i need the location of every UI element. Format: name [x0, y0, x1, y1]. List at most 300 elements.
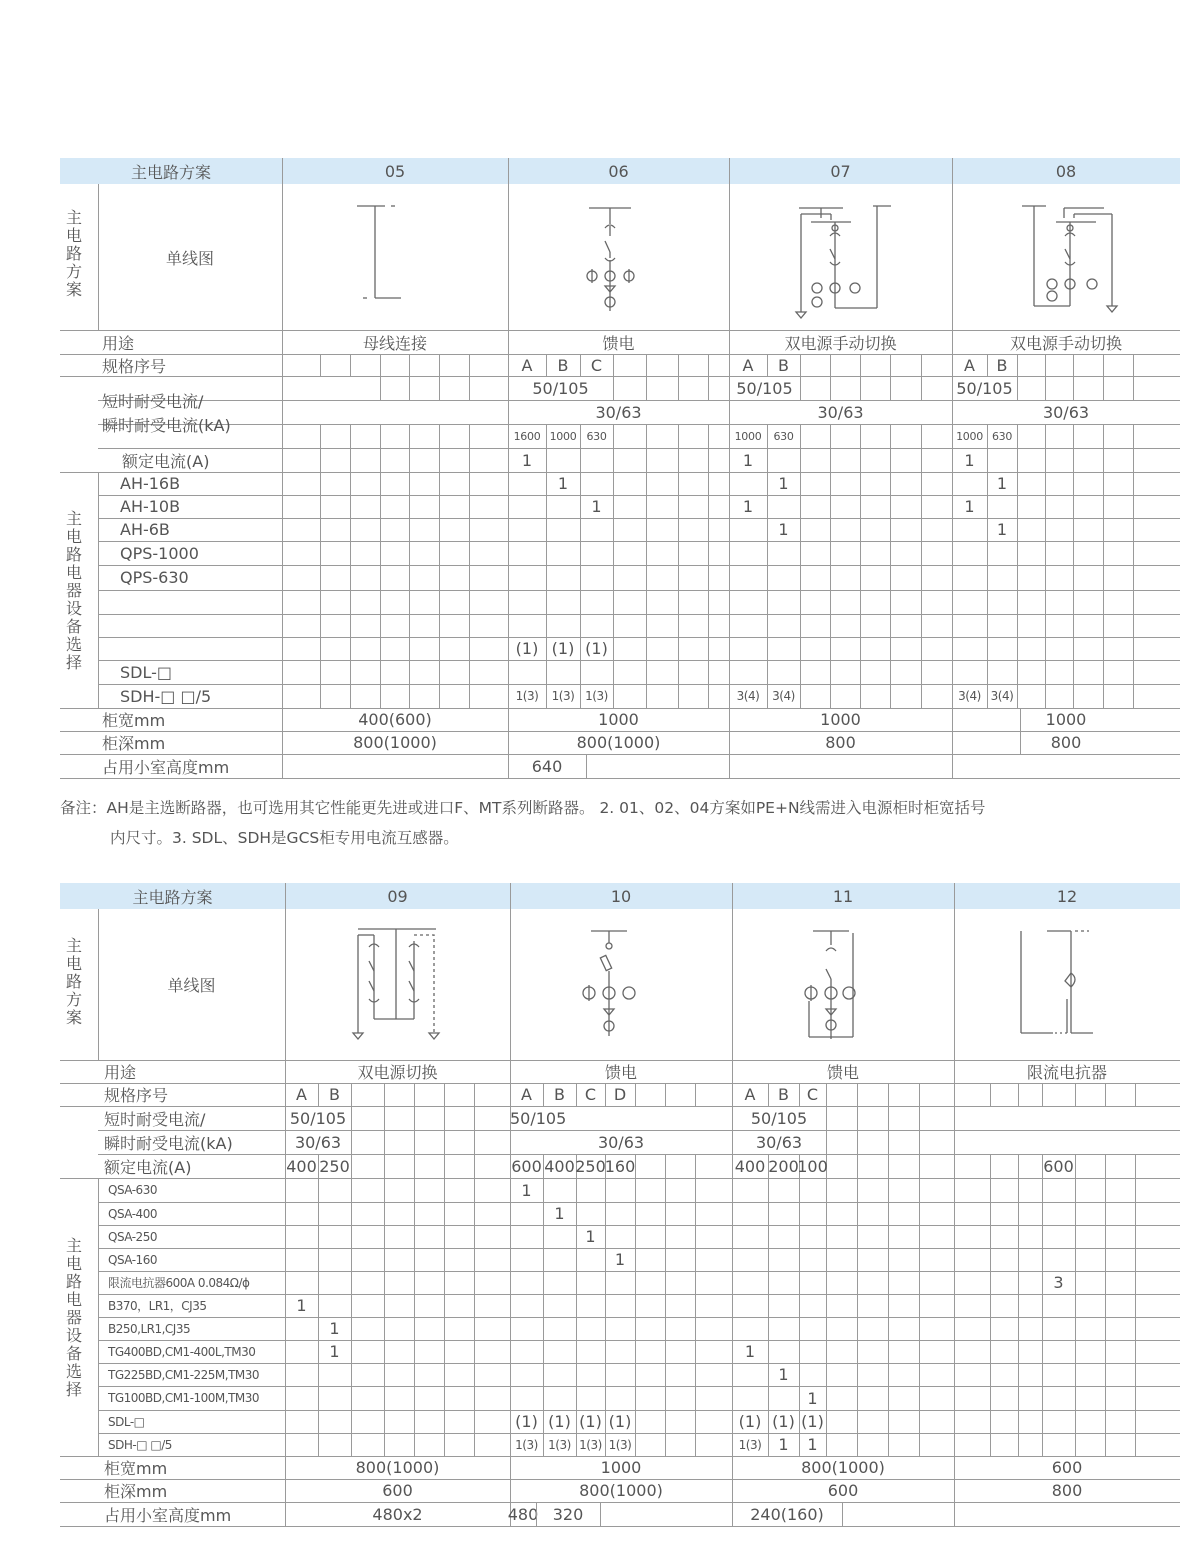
rated-current-value: 400: [544, 1156, 575, 1176]
scheme-number: 10: [610, 886, 632, 906]
rated-qty-value: 1: [742, 450, 754, 470]
usage-value: 限流电抗器: [1026, 1063, 1107, 1082]
equipment-label: [120, 590, 282, 614]
rated-current-value: 1000: [956, 429, 983, 443]
grid-line: [320, 424, 321, 708]
side-label-scheme: 主 电 路 方 案: [65, 208, 82, 299]
grid-line: [1073, 354, 1074, 376]
rated-current-value: 400: [734, 1156, 766, 1176]
equipment-qty: 1: [742, 497, 754, 516]
equipment-qty: 1: [778, 1365, 789, 1384]
spec-letter: B: [778, 1085, 789, 1104]
equipment-qty: 1(3): [608, 1437, 632, 1452]
equipment-label: QSA-630: [108, 1183, 157, 1197]
spec-letter: B: [329, 1085, 340, 1104]
rated-current-value: 250: [575, 1156, 606, 1176]
equipment-qty: 1: [614, 1250, 626, 1269]
grid-line: [1042, 1154, 1043, 1456]
equipment-qty: 3(4): [990, 689, 1014, 703]
equipment-label: B250,LR1,CJ35: [108, 1321, 191, 1336]
grid-line: [580, 424, 581, 708]
usage-value: 馈电: [604, 1063, 637, 1082]
equipment-qty: 1: [329, 1319, 340, 1338]
peak-current: 30/63: [595, 402, 642, 422]
equipment-qty: 1: [778, 1435, 789, 1454]
equipment-label: TG400BD,CM1-400L,TM30: [108, 1344, 256, 1359]
grid-line: [919, 1106, 920, 1130]
equipment-label: TG225BD,CM1-225M,TM30: [108, 1367, 260, 1382]
equipment-qty: (1): [551, 639, 575, 658]
grid-line: [1075, 1083, 1076, 1106]
grid-line: [409, 424, 410, 708]
equipment-qty: 1: [554, 1204, 565, 1223]
cabinet-depth: 600: [382, 1481, 413, 1500]
grid-line: [613, 424, 614, 708]
equipment-qty: 1: [744, 1342, 756, 1361]
compartment-height: 480: [507, 1504, 539, 1524]
grid-line: [888, 1083, 889, 1106]
equipment-qty: 1: [996, 474, 1008, 493]
grid-line: [919, 1154, 920, 1456]
equipment-qty: 1: [585, 1227, 596, 1246]
grid-line: [1103, 424, 1104, 708]
grid-line: [1105, 1154, 1106, 1456]
grid-line: [469, 376, 470, 400]
grid-line: [857, 1130, 858, 1154]
cabinet-depth: 800: [1051, 1481, 1083, 1500]
row-label-height: 占用小室高度mm: [104, 1505, 232, 1525]
grid-line: [800, 424, 801, 708]
row-label-spec: 规格序号: [104, 1086, 169, 1105]
footnote: [60, 793, 1180, 853]
row-label-width: 柜宽mm: [102, 711, 166, 730]
spec-letter: C: [584, 1085, 597, 1104]
header-label: 主电路方案: [130, 162, 211, 182]
scheme-number: 09: [387, 886, 408, 906]
equipment-qty: (1): [608, 1412, 632, 1431]
cabinet-width: 600: [1051, 1458, 1083, 1477]
row-label-rated: 额定电流(A): [122, 451, 210, 471]
grid-line: [600, 1502, 601, 1526]
spec-letter: C: [590, 355, 603, 375]
equipment-label: SDH-□ □/5: [108, 1437, 172, 1452]
rated-current-value: 600: [1043, 1156, 1074, 1176]
row-label-height: 占用小室高度mm: [102, 757, 230, 777]
spec-letter: B: [557, 355, 569, 375]
rated-current-value: 1000: [734, 429, 762, 443]
feeder-breaker-diagram-icon: [793, 921, 903, 1049]
grid-line: [1045, 376, 1046, 400]
cabinet-width: 1000: [1045, 710, 1087, 729]
grid-line: [919, 1083, 920, 1106]
dual-power-switch-diagram-icon: [348, 921, 458, 1049]
grid-line: [474, 1083, 475, 1106]
grid-line: [695, 1083, 696, 1106]
grid-line: [830, 354, 831, 376]
grid-line: [351, 1154, 352, 1456]
grid-line: [921, 424, 922, 708]
grid-line: [351, 1130, 352, 1154]
grid-line: [860, 424, 861, 708]
row-label-depth: 柜深mm: [102, 734, 166, 753]
grid-line: [350, 424, 351, 708]
spec-letter: D: [613, 1085, 627, 1104]
grid-line: [695, 1154, 696, 1456]
grid-line: [860, 376, 861, 400]
cabinet-width: 800(1000): [355, 1458, 440, 1477]
grid-line: [444, 1106, 445, 1130]
grid-line: [414, 1130, 415, 1154]
grid-line: [1133, 376, 1134, 400]
grid-line: [890, 376, 891, 400]
grid-line: [826, 1083, 827, 1106]
grid-line: [635, 1083, 636, 1106]
grid-line: [613, 376, 614, 400]
grid-line: [384, 1130, 385, 1154]
equipment-qty: 1: [557, 474, 569, 493]
grid-line: [1017, 354, 1018, 376]
scheme-number: 06: [608, 161, 629, 181]
grid-line: [708, 424, 709, 708]
grid-line: [857, 1154, 858, 1456]
equipment-qty: 1: [778, 520, 789, 539]
grid-line: [987, 424, 988, 708]
rated-current-value: 200: [768, 1156, 799, 1176]
grid-line: [635, 1154, 636, 1456]
spec-letter: A: [521, 1085, 532, 1104]
cabinet-depth: 800: [825, 733, 856, 752]
cabinet-depth: 800: [1050, 733, 1082, 752]
grid-line: [888, 1130, 889, 1154]
equipment-qty: 3(4): [736, 689, 760, 703]
header-label: 主电路方案: [132, 887, 213, 907]
cabinet-width: 400(600): [358, 710, 432, 729]
grid-line: [1073, 376, 1074, 400]
grid-line: [921, 376, 922, 400]
footnote-line-2: 内尺寸。3. SDL、SDH是GCS柜专用电流互感器。: [110, 829, 459, 847]
rated-current-value: 630: [991, 429, 1013, 443]
usage-value: 馈电: [826, 1063, 859, 1082]
grid-line: [285, 883, 286, 1526]
grid-line: [919, 1130, 920, 1154]
cabinet-width: 1000: [598, 710, 639, 729]
grid-line: [469, 424, 470, 708]
grid-line: [1073, 424, 1074, 708]
grid-line: [888, 1106, 889, 1130]
busbar-connection-diagram-icon: [345, 196, 455, 324]
equipment-qty: (1): [515, 639, 539, 658]
grid-line: [1133, 354, 1134, 376]
grid-line: [857, 1083, 858, 1106]
equipment-label: B370，LR1，CJ35: [108, 1299, 207, 1313]
equipment-label: QPS-630: [120, 568, 189, 587]
equipment-label: AH-10B: [120, 497, 181, 516]
row-label-spec: 规格序号: [102, 356, 167, 376]
grid-line: [444, 1130, 445, 1154]
row-label-current: 短时耐受电流/: [102, 391, 204, 411]
dual-power-manual-switch-diagram-2-icon: [1016, 196, 1126, 324]
equipment-qty: 1: [296, 1296, 307, 1315]
usage-value: 母线连接: [362, 333, 427, 353]
grid-line: [613, 354, 614, 376]
grid-line: [380, 354, 381, 376]
equipment-qty: 1: [521, 1180, 532, 1200]
feeder-fuse-diagram-icon: [571, 921, 681, 1049]
grid-line: [409, 354, 410, 376]
grid-line: [384, 1106, 385, 1130]
row-label-usage: 用途: [104, 1063, 137, 1082]
short-time-current: 50/105: [289, 1108, 347, 1128]
grid-line: [826, 1154, 827, 1456]
compartment-height: 320: [552, 1504, 584, 1524]
grid-line: [380, 424, 381, 708]
peak-current: 30/63: [755, 1132, 803, 1152]
cabinet-depth: 800(1000): [353, 733, 437, 752]
grid-line: [646, 376, 647, 400]
rated-current-value: 250: [319, 1156, 350, 1176]
equipment-qty: 3(4): [958, 689, 981, 703]
peak-current: 30/63: [597, 1132, 645, 1152]
grid-line: [890, 424, 891, 708]
equipment-label: SDL-□: [108, 1414, 145, 1429]
equipment-qty: 1: [964, 497, 975, 516]
grid-line: [826, 1106, 827, 1130]
grid-line: [318, 1154, 319, 1456]
short-time-current: 50/105: [532, 378, 589, 398]
grid-line: [1135, 1154, 1136, 1456]
grid-line: [665, 1154, 666, 1456]
side-label-equipment: 主 电 路 电 器 设 备 选 择: [65, 1236, 82, 1399]
grid-line: [1045, 424, 1046, 708]
grid-line: [384, 1154, 385, 1456]
grid-line: [60, 1526, 1180, 1527]
spec-letter: B: [996, 355, 1008, 375]
grid-line: [830, 376, 831, 400]
usage-value: 双电源手动切换: [784, 333, 897, 353]
short-time-current: 50/105: [736, 378, 793, 398]
feeder-diagram-icon: [569, 196, 679, 324]
spec-letter: A: [296, 1085, 307, 1104]
rated-current-value: 160: [604, 1156, 636, 1176]
grid-line: [384, 1083, 385, 1106]
grid-line: [800, 354, 801, 376]
grid-line: [800, 376, 801, 400]
spec-letter: B: [554, 1085, 565, 1104]
spec-letter: A: [521, 355, 533, 375]
spec-letter: B: [778, 355, 789, 375]
equipment-qty: (1): [772, 1412, 795, 1431]
equipment-qty: (1): [579, 1412, 602, 1431]
equipment-label: AH-16B: [120, 474, 181, 493]
usage-value: 双电源切换: [357, 1063, 438, 1082]
rated-current-value: 630: [586, 429, 607, 443]
grid-line: [1018, 1083, 1019, 1106]
grid-line: [351, 1083, 352, 1106]
current-limiting-reactor-diagram-icon: [1017, 921, 1127, 1049]
rated-current-value: 1000: [549, 429, 577, 443]
grid-line: [646, 424, 647, 708]
grid-line: [474, 1106, 475, 1130]
equipment-qty: 1(3): [551, 689, 575, 703]
peak-current: 30/63: [294, 1132, 342, 1152]
equipment-label: QSA-250: [108, 1229, 157, 1244]
equipment-label: [120, 614, 282, 637]
grid-line: [1020, 708, 1021, 754]
grid-line: [826, 1130, 827, 1154]
grid-line: [469, 354, 470, 376]
equipment-label: SDH-□ □/5: [120, 686, 212, 706]
rated-qty-value: 1: [964, 450, 975, 470]
usage-value: 馈电: [602, 333, 635, 353]
grid-line: [708, 354, 709, 376]
grid-line: [890, 354, 891, 376]
grid-line: [414, 1106, 415, 1130]
equipment-label: QSA-160: [108, 1252, 157, 1267]
peak-current: 30/63: [817, 402, 864, 422]
equipment-qty: 1: [807, 1435, 818, 1454]
grid-line: [678, 376, 679, 400]
equipment-qty: 3: [1053, 1273, 1064, 1292]
equipment-qty: 3(4): [772, 689, 795, 703]
rated-current-value: 600: [511, 1156, 542, 1176]
grid-line: [1018, 1154, 1019, 1456]
equipment-qty: 1(3): [515, 689, 539, 703]
grid-line: [954, 883, 955, 1526]
usage-value: 双电源手动切换: [1009, 333, 1122, 353]
equipment-qty: 1(3): [548, 1437, 571, 1452]
equipment-label: QSA-400: [108, 1206, 157, 1221]
grid-line: [1103, 354, 1104, 376]
grid-line: [380, 376, 381, 400]
cabinet-width: 1000: [820, 710, 861, 729]
grid-line: [444, 1083, 445, 1106]
cabinet-depth: 800(1000): [576, 733, 661, 752]
row-label-current: 短时耐受电流/: [104, 1109, 206, 1129]
equipment-qty: 1: [807, 1388, 818, 1408]
scheme-number: 05: [384, 161, 406, 181]
grid-line: [1133, 424, 1134, 708]
grid-line: [586, 754, 587, 778]
equipment-qty: (1): [548, 1412, 571, 1431]
grid-line: [990, 1083, 991, 1106]
scheme-number: 11: [832, 886, 854, 906]
cabinet-width: 1000: [600, 1458, 642, 1477]
grid-line: [414, 1154, 415, 1456]
equipment-label: QPS-1000: [120, 543, 199, 563]
grid-line: [414, 1083, 415, 1106]
equipment-qty: 1: [778, 474, 789, 493]
rated-current-value: 100: [797, 1156, 828, 1176]
scheme-number: 07: [830, 161, 851, 181]
cabinet-width: 800(1000): [801, 1458, 885, 1477]
grid-line: [921, 354, 922, 376]
grid-line: [857, 1106, 858, 1130]
grid-line: [1017, 424, 1018, 708]
diagram-row-label: 单线图: [167, 976, 216, 995]
grid-line: [474, 1154, 475, 1456]
equipment-qty: 1: [329, 1342, 340, 1361]
grid-line: [665, 1083, 666, 1106]
row-label-current-kA: 瞬时耐受电流(kA): [102, 415, 231, 435]
grid-line: [60, 778, 1180, 779]
equipment-label: [120, 637, 282, 660]
grid-line: [350, 354, 351, 376]
equipment-qty: 1: [591, 497, 602, 516]
cabinet-depth: 600: [827, 1481, 859, 1500]
equipment-qty: (1): [801, 1412, 824, 1431]
cabinet-depth: 800(1000): [579, 1481, 663, 1500]
peak-current: 30/63: [1042, 402, 1090, 422]
equipment-qty: (1): [585, 639, 608, 658]
equipment-label: SDL-□: [120, 662, 172, 682]
dual-power-manual-switch-diagram-icon: [791, 196, 901, 324]
side-label-scheme: 主 电 路 方 案: [65, 935, 82, 1027]
row-label-usage: 用途: [102, 333, 135, 353]
grid-line: [646, 354, 647, 376]
grid-line: [320, 354, 321, 376]
grid-line: [767, 424, 768, 708]
grid-line: [888, 1154, 889, 1456]
equipment-qty: 1(3): [738, 1437, 762, 1452]
grid-line: [474, 1130, 475, 1154]
grid-line: [860, 354, 861, 376]
grid-line: [546, 424, 547, 708]
row-label-current-kA: 瞬时耐受电流(kA): [104, 1133, 233, 1153]
equipment-qty: 1(3): [585, 689, 608, 703]
grid-line: [678, 424, 679, 708]
grid-line: [990, 1154, 991, 1456]
grid-line: [1042, 1083, 1043, 1106]
short-time-current: 50/105: [750, 1108, 808, 1128]
footnote-line-1: 备注：AH是主选断路器，也可选用其它性能更先进或进口F、MT系列断路器。 2. 01、02、04方案如PE+N线需进入电源柜时柜宽括号: [60, 799, 986, 817]
grid-line: [678, 354, 679, 376]
grid-line: [409, 376, 410, 400]
grid-line: [1105, 1083, 1106, 1106]
spec-letter: A: [964, 355, 975, 375]
grid-line: [351, 1106, 352, 1130]
rated-qty-value: 1: [521, 450, 533, 470]
scheme-number: 08: [1055, 161, 1077, 181]
rated-current-value: 400: [286, 1156, 317, 1176]
equipment-qty: 1(3): [579, 1437, 602, 1452]
grid-line: [1103, 376, 1104, 400]
equipment-label: AH-6B: [120, 520, 170, 539]
compartment-height: 240(160): [750, 1504, 824, 1524]
grid-line: [1045, 354, 1046, 376]
grid-line: [830, 424, 831, 708]
grid-line: [1017, 376, 1018, 400]
side-label-equipment: 主 电 路 电 器 设 备 选 择: [65, 509, 82, 672]
grid-line: [1135, 1083, 1136, 1106]
equipment-qty: (1): [738, 1412, 762, 1431]
scheme-number: 12: [1056, 886, 1078, 906]
equipment-qty: 1: [996, 520, 1008, 539]
equipment-label: TG100BD,CM1-100M,TM30: [108, 1391, 260, 1405]
spec-letter: A: [742, 355, 754, 375]
short-time-current: 50/105: [510, 1108, 567, 1128]
row-label-width: 柜宽mm: [104, 1459, 168, 1478]
grid-line: [439, 424, 440, 708]
rated-current-value: 1600: [513, 429, 541, 443]
diagram-row-label: 单线图: [165, 248, 214, 268]
grid-line: [708, 376, 709, 400]
row-label-depth: 柜深mm: [104, 1482, 168, 1501]
spec-letter: C: [806, 1085, 819, 1104]
compartment-height: 640: [531, 756, 563, 776]
compartment-height: 480x2: [372, 1504, 423, 1524]
rated-current-value: 630: [773, 429, 794, 443]
spec-letter: A: [744, 1085, 756, 1104]
